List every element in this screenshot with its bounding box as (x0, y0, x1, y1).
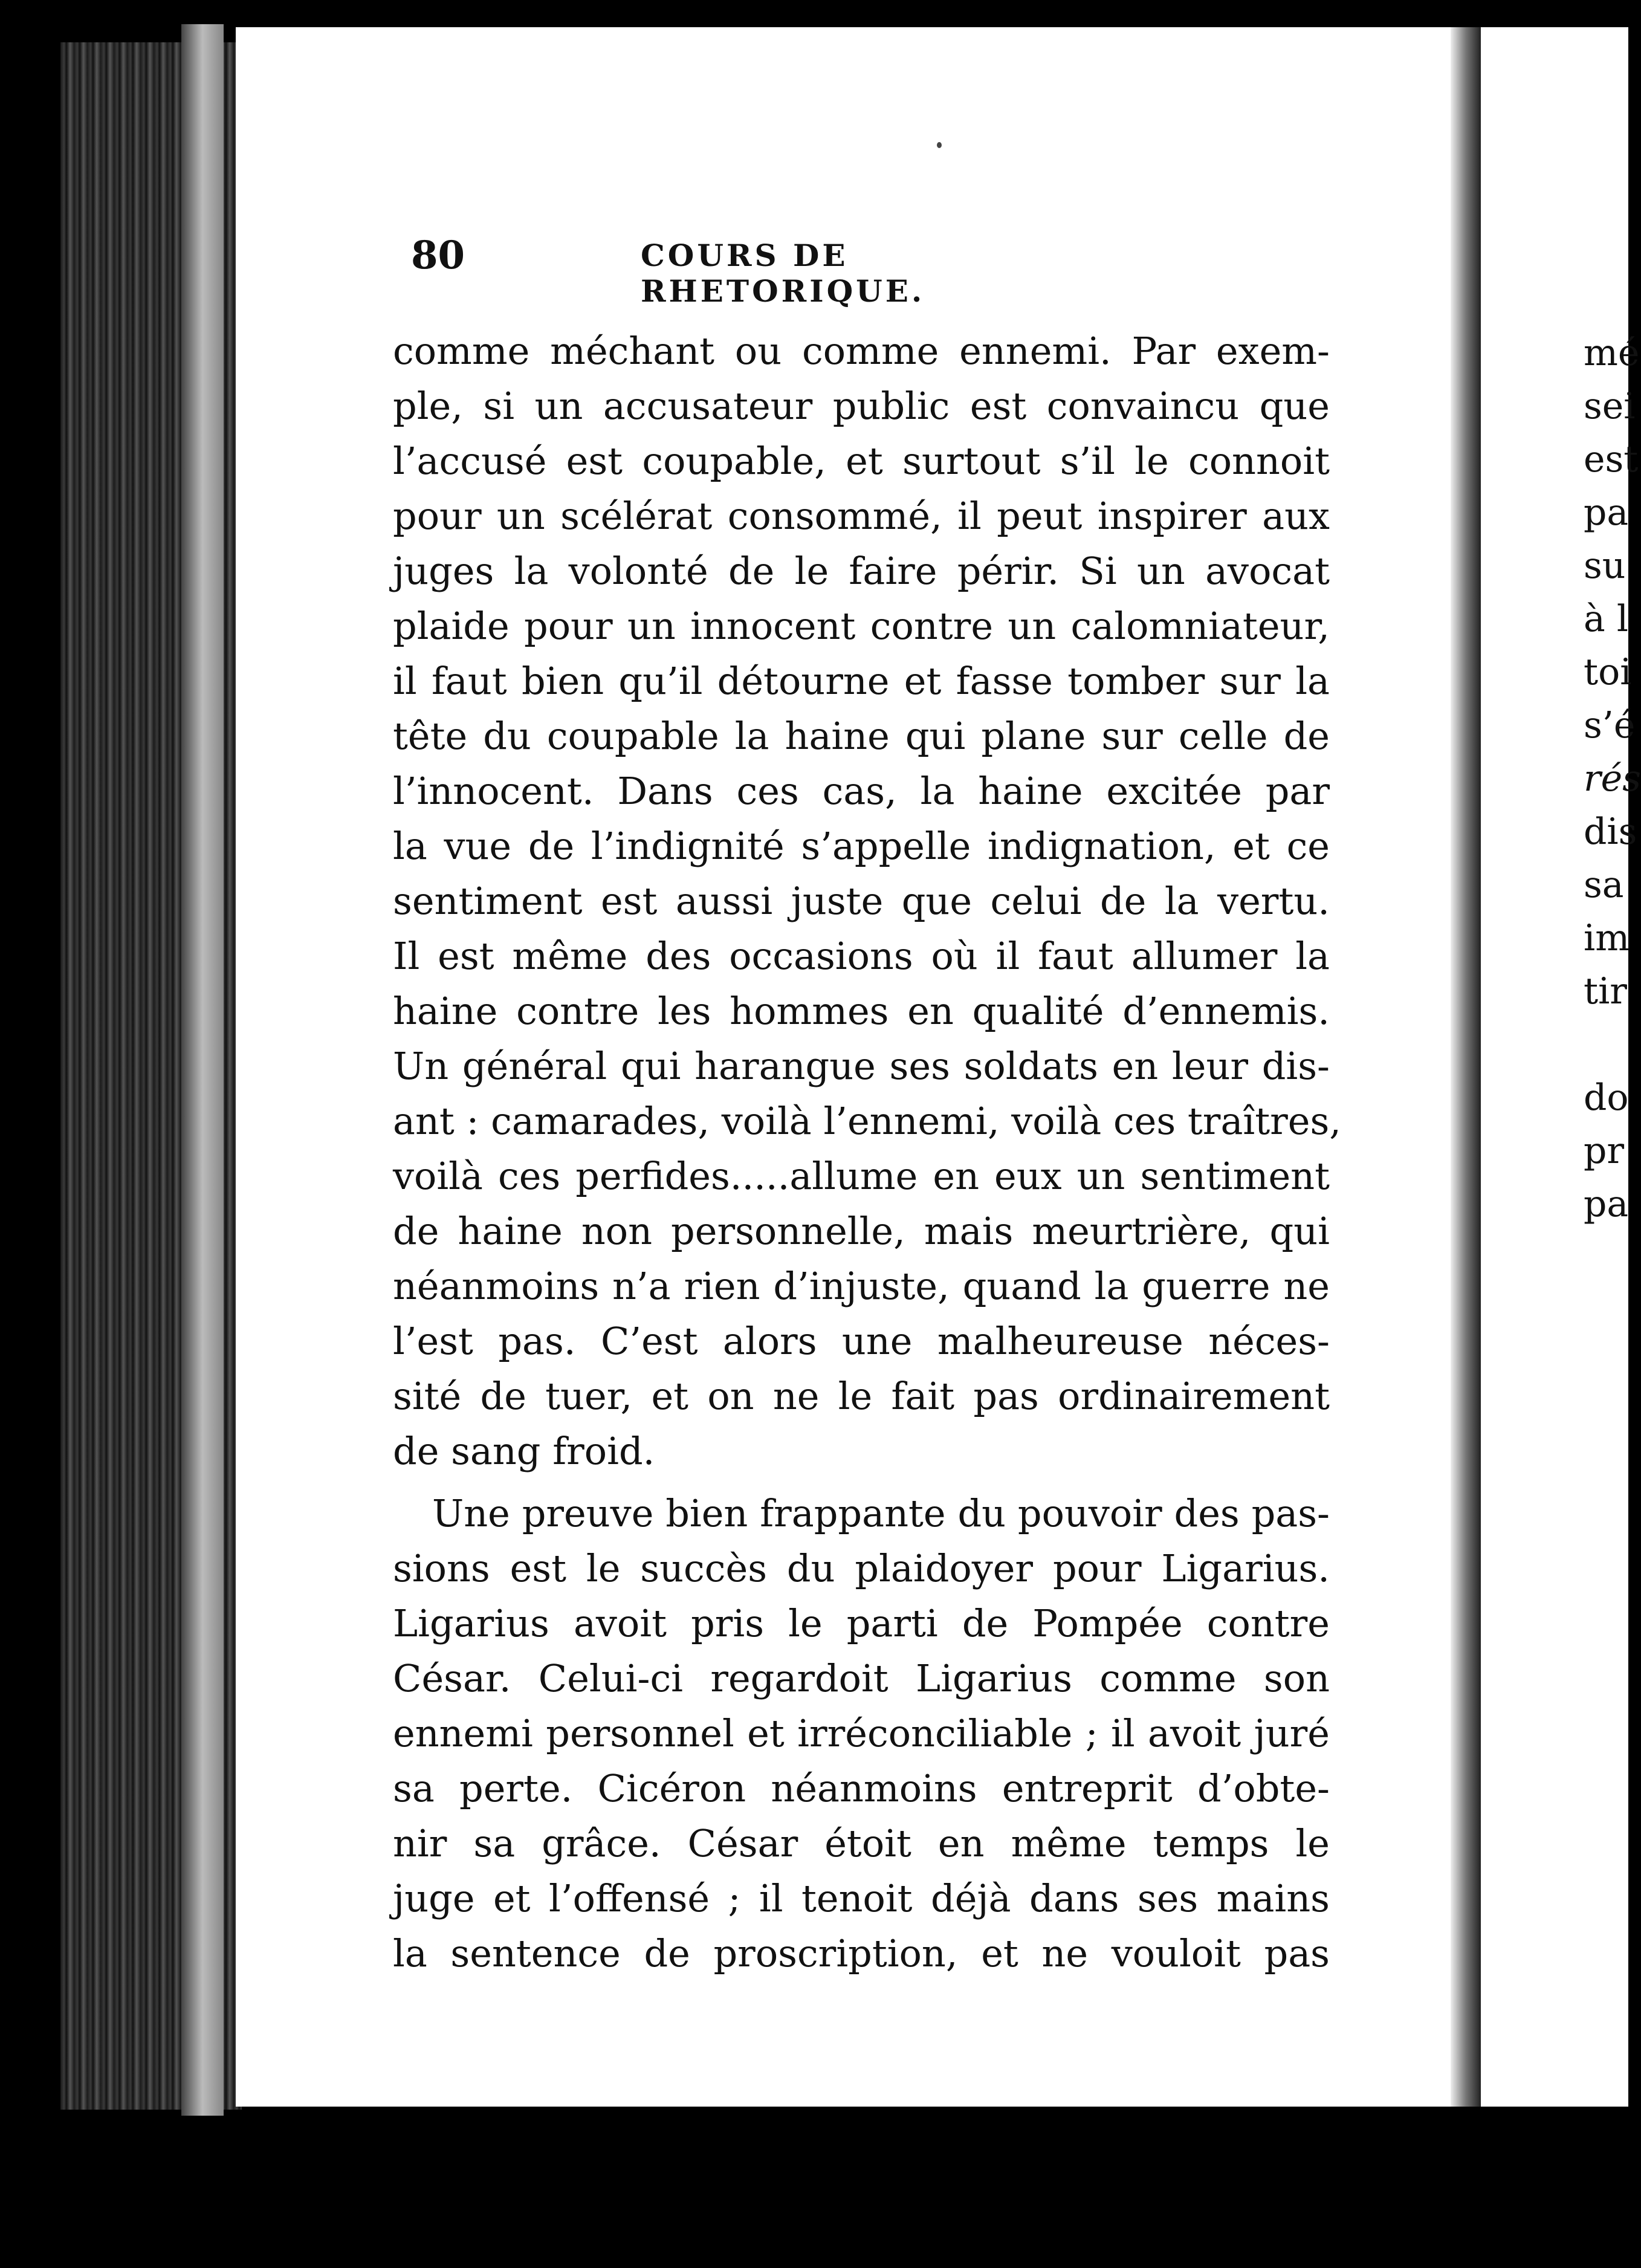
text-line: pour un scélérat consommé, il peut inspirer aux (393, 494, 1330, 538)
text-line: sentiment est aussi juste que celui de la vertu. (393, 879, 1330, 923)
running-header (411, 233, 1136, 309)
facing-line: mé (1584, 332, 1640, 374)
facing-line: tir (1584, 970, 1627, 1012)
facing-line: est (1584, 438, 1639, 481)
text-line: Ligarius avoit pris le parti de Pompée contre (393, 1601, 1330, 1645)
facing-line: im (1584, 917, 1630, 959)
facing-line: su (1584, 545, 1626, 587)
text-line: la sentence de proscription, et ne vouloit pas (393, 1931, 1330, 1975)
facing-line (1584, 1018, 1628, 1071)
facing-line: s’é (1584, 704, 1636, 747)
facing-line: rés (1584, 757, 1641, 800)
text-line: tête du coupable la haine qui plane sur celle de (393, 714, 1330, 758)
page-number: 80 (411, 233, 465, 278)
text-line: néanmoins n’a rien d’injuste, quand la guerre ne (393, 1264, 1330, 1308)
text-line: Il est même des occasions où il faut allumer la (393, 934, 1330, 978)
facing-line: à l (1584, 598, 1629, 640)
text-line: ennemi personnel et irréconciliable ; il avoit juré (393, 1711, 1330, 1755)
facing-line: pa (1584, 1183, 1629, 1225)
text-line: juges la volonté de le faire périr. Si un avocat (393, 549, 1330, 593)
paragraph-2 (393, 1486, 1330, 1981)
text-line: l’est pas. C’est alors une malheureuse néces- (393, 1319, 1330, 1363)
facing-line: toi (1584, 651, 1632, 693)
text-line: l’accusé est coupable, et surtout s’il le connoit (393, 439, 1330, 483)
facing-line: pr (1584, 1130, 1625, 1172)
facing-line: sei (1584, 385, 1636, 427)
text-line: juge et l’offensé ; il tenoit déjà dans ses mains (393, 1876, 1330, 1920)
text-line: Un général qui harangue ses soldats en leur dis- (393, 1044, 1330, 1088)
ink-speck (937, 142, 942, 148)
text-line: sions est le succès du plaidoyer pour Ligarius. (393, 1546, 1330, 1590)
text-line: la vue de l’indignité s’appelle indignation, et ce (393, 824, 1330, 868)
running-title: COURS DE RHETORIQUE. (641, 238, 925, 309)
text-line: de sang froid. (393, 1429, 655, 1473)
text-line: sité de tuer, et on ne le fait pas ordinairement (393, 1374, 1330, 1418)
book-gutter (1451, 27, 1481, 2107)
page-edge-shadow (181, 24, 224, 2116)
facing-line: pa (1584, 491, 1629, 534)
text-line: voilà ces perfides.....allume en eux un sentiment (393, 1154, 1330, 1198)
text-line: de haine non personnelle, mais meurtrière, qui (393, 1209, 1330, 1253)
text-line: César. Celui-ci regardoit Ligarius comme son (393, 1656, 1330, 1700)
text-line: ple, si un accusateur public est convaincu que (393, 384, 1330, 428)
facing-line: sa (1584, 864, 1624, 906)
text-line: sa perte. Cicéron néanmoins entreprit d’obte- (393, 1766, 1330, 1810)
text-line: plaide pour un innocent contre un calomniateur, (393, 604, 1330, 648)
text-line: il faut bien qu’il détourne et fasse tomber sur la (393, 659, 1330, 703)
text-line: comme méchant ou comme ennemi. Par exem- (393, 329, 1330, 373)
facing-line: do (1584, 1077, 1629, 1119)
facing-page-text (1584, 326, 1641, 1231)
text-line: ant : camarades, voilà l’ennemi, voilà ces traîtres, (393, 1099, 1342, 1143)
text-line: haine contre les hommes en qualité d’ennemis. (393, 989, 1330, 1033)
paragraph-1 (393, 323, 1342, 1479)
body-text (393, 323, 1342, 1981)
text-line: Une preuve bien frappante du pouvoir des pas- (432, 1491, 1330, 1535)
text-line: l’innocent. Dans ces cas, la haine excitée par (393, 769, 1330, 813)
text-line: nir sa grâce. César étoit en même temps le (393, 1821, 1330, 1865)
facing-line: dis (1584, 811, 1637, 853)
